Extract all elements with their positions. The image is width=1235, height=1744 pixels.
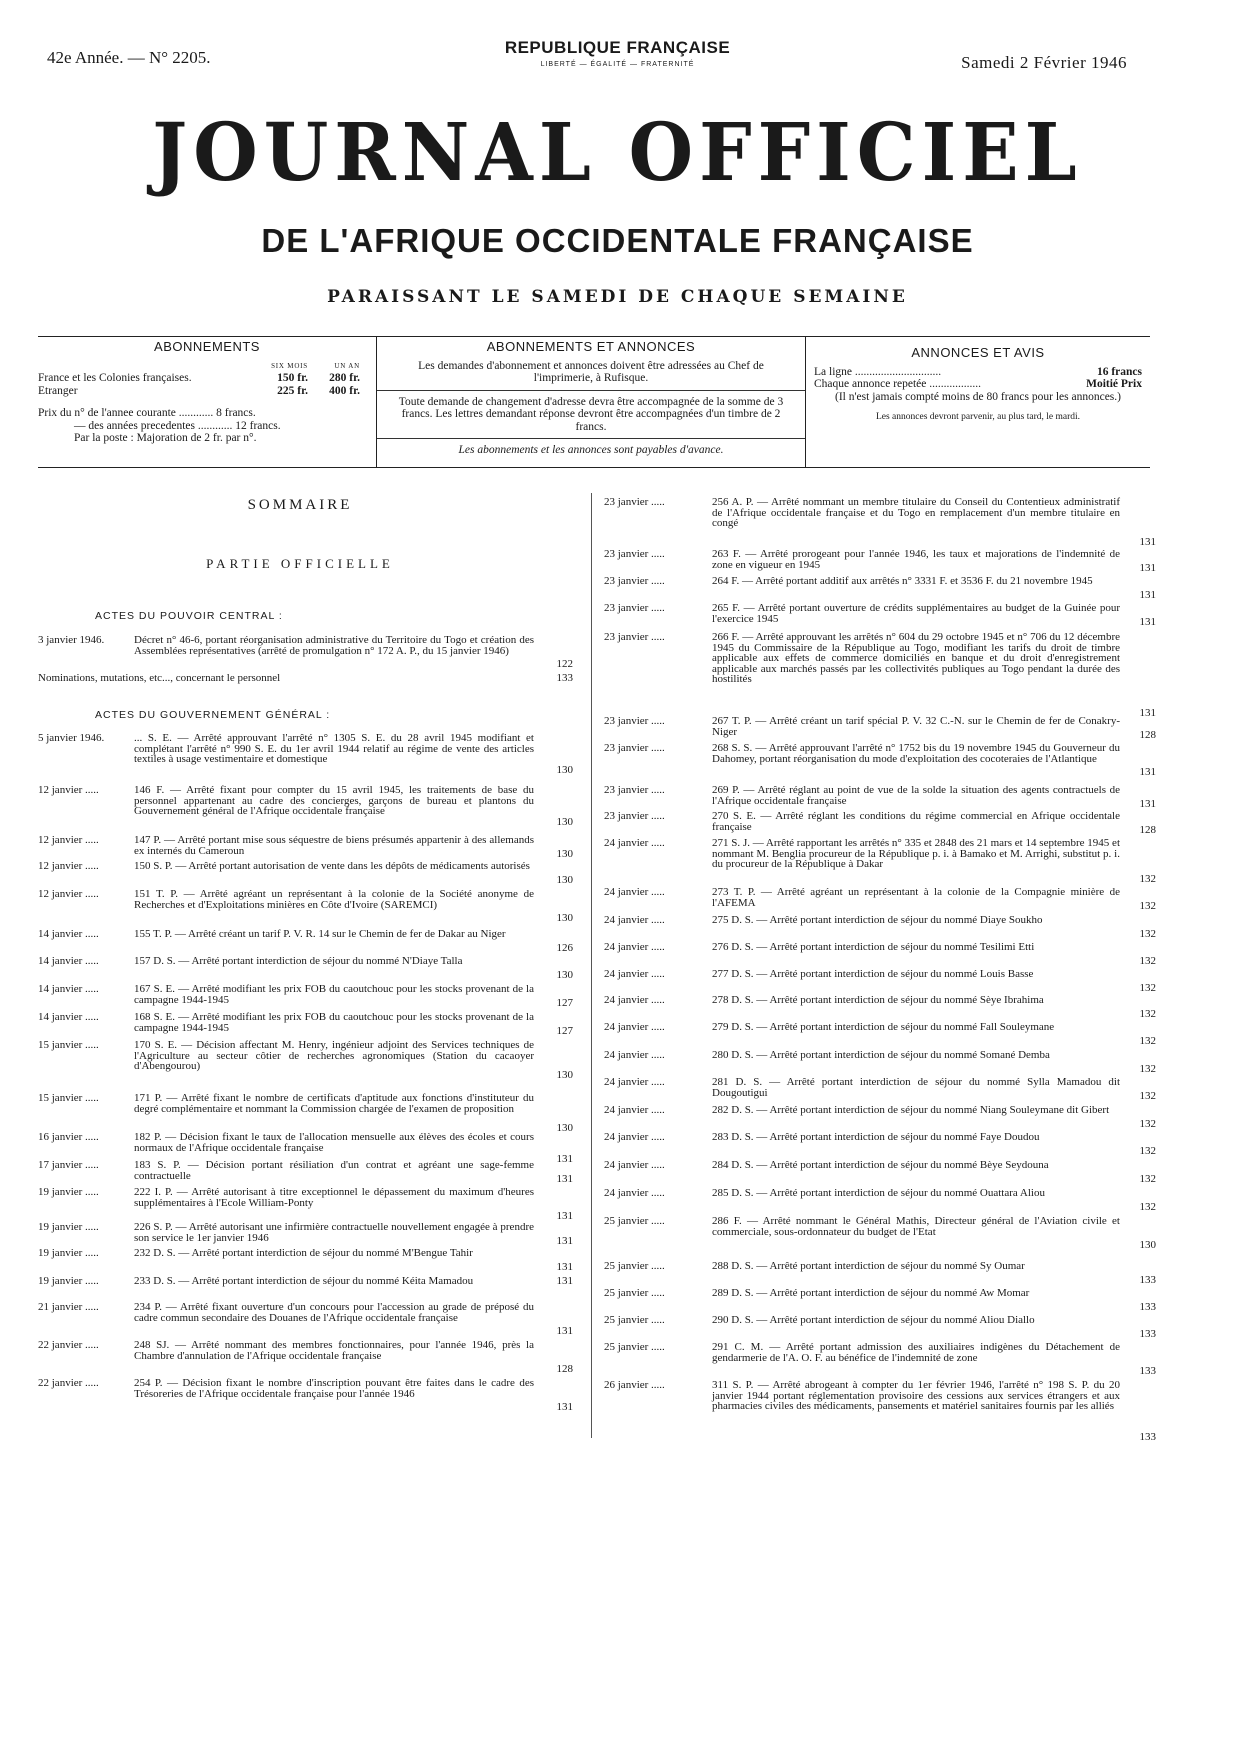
entry-date: 25 janvier .....: [604, 1314, 665, 1326]
entry-page-number: 133: [1139, 1301, 1156, 1313]
entry-page-number: 130: [556, 1069, 573, 1081]
entry-text: 151 T. P. — Arrêté agréant un représentant à la colonie de la Société anonyme de Recherches et d'Exploitations minières en Côte d'Ivoire (SAREMCI): [134, 888, 534, 911]
entry-page-number: 132: [1139, 1118, 1156, 1130]
entry-text: 170 S. E. — Décision affectant M. Henry, ingénieur adjoint des Services techniques de l'Agriculture au secteur côtier de recherches agronomiques (Station du cacaoyer d'Abengourou): [134, 1039, 534, 1073]
entry-page-number: 131: [556, 1235, 573, 1247]
entry-page-number: 131: [556, 1173, 573, 1185]
column-divider: [591, 493, 592, 1438]
entry-text: 280 D. S. — Arrêté portant interdiction de séjour du nommé Somané Demba: [712, 1049, 1050, 1061]
entry-page-number: 131: [1139, 589, 1156, 601]
entry-page-number: 130: [556, 764, 573, 776]
entry-page-number: 128: [556, 1363, 573, 1375]
devise-label: LIBERTÉ — ÉGALITÉ — FRATERNITÉ: [540, 61, 695, 68]
entry-page-number: 132: [1139, 1063, 1156, 1075]
entry-date: 12 janvier .....: [38, 834, 99, 846]
entry-date: 15 janvier .....: [38, 1039, 99, 1051]
entry-text: 254 P. — Décision fixant le nombre d'inscription pouvant être faites dans le cadre des Trésoreries de l'Afrique occidentale française pour l'année 1946: [134, 1377, 534, 1400]
entry-text: 171 P. — Arrêté fixant le nombre de certificats d'aptitude aux fonctions d'instituteur du degré complémentaire et nommant la Commission chargée de l'examen de proposition: [134, 1092, 534, 1115]
entry-date: 24 janvier .....: [604, 837, 665, 849]
entry-text: 146 F. — Arrêté fixant pour compter du 15 avril 1945, les traitements de base du personnel appartenant au cadre des concierges, garçons de bureau et plantons du Gouvernement général de l'Afrique occidentale française: [134, 784, 534, 818]
entry-page-number: 133: [1139, 1365, 1156, 1377]
entry-text: 232 D. S. — Arrêté portant interdiction de séjour du nommé M'Bengue Tahir: [134, 1247, 473, 1259]
entry-page-number: 132: [1139, 873, 1156, 885]
entry-date: 5 janvier 1946.: [38, 732, 105, 744]
entry-date: 25 janvier .....: [604, 1215, 665, 1227]
entry-page-number: 131: [556, 1261, 573, 1273]
entry-page-number: 132: [1139, 900, 1156, 912]
entry-date: 19 janvier .....: [38, 1221, 99, 1233]
entry-text: 277 D. S. — Arrêté portant interdiction de séjour du nommé Louis Basse: [712, 968, 1034, 980]
entry-date: 24 janvier .....: [604, 994, 665, 1006]
entry-date: 25 janvier .....: [604, 1287, 665, 1299]
entry-date: 16 janvier .....: [38, 1131, 99, 1143]
entry-text: 264 F. — Arrêté portant additif aux arrêtés n° 3331 F. et 3536 F. du 21 novembre 1945: [712, 575, 1093, 587]
entry-text: 284 D. S. — Arrêté portant interdiction de séjour du nommé Bèye Seydouna: [712, 1159, 1049, 1171]
minimum-note: (Il n'est jamais compté moins de 80 francs pour les annonces.): [835, 390, 1121, 403]
entry-text: 248 SJ. — Arrêté nommant des membres fonctionnaires, pour l'année 1946, près la Chambre d'annulation de l'Afrique occidentale française: [134, 1339, 534, 1362]
entry-page-number: 131: [556, 1210, 573, 1222]
annonces-avis-heading: ANNONCES ET AVIS: [911, 345, 1045, 360]
ligne-label: La ligne ..............................: [814, 365, 942, 378]
entry-date: 14 janvier .....: [38, 928, 99, 940]
entry-page-number: 130: [556, 912, 573, 924]
entry-date: 25 janvier .....: [604, 1260, 665, 1272]
entry-page-number: 131: [556, 1275, 573, 1287]
entry-date: 24 janvier .....: [604, 1104, 665, 1116]
entry-text: 281 D. S. — Arrêté portant interdiction de séjour du nommé Sylla Mamadou dit Dougoutigui: [712, 1076, 1120, 1099]
entry-text: 234 P. — Arrêté fixant ouverture d'un concours pour l'accession au grade de préposé du cadre commun secondaire des Douanes de l'Afrique occidentale française: [134, 1301, 534, 1324]
entry-page-number: 130: [556, 848, 573, 860]
entry-date: 3 janvier 1946.: [38, 634, 105, 646]
entry-page-number: 132: [1139, 928, 1156, 940]
entry-text: 155 T. P. — Arrêté créant un tarif P. V. R. 14 sur le Chemin de fer de Dakar au Niger: [134, 928, 506, 940]
entry-page-number: 131: [556, 1325, 573, 1337]
entry-date: 14 janvier .....: [38, 955, 99, 967]
prix-courante: Prix du n° de l'annee courante ............ 8 francs.: [38, 407, 256, 419]
delai-note: Les annonces devront parvenir, au plus tard, le mardi.: [875, 412, 1081, 422]
entry-page-number: 132: [1139, 1173, 1156, 1185]
entry-page-number: 131: [1139, 616, 1156, 628]
issue-date: Samedi 2 Février 1946: [961, 53, 1127, 72]
entry-text: 268 S. S. — Arrêté approuvant l'arrêté n° 1752 bis du 19 novembre 1945 du Gouverneur du Dahomey, portant réorganisation du mode d'exploitation des cocoteraies de l'Atlantique: [712, 742, 1120, 765]
entry-text: 267 T. P. — Arrêté créant un tarif spécial P. V. 32 C.-N. sur le Chemin de fer de Conakry-Niger: [712, 715, 1120, 738]
entry-page-number: 133: [1139, 1328, 1156, 1340]
entry-date: 23 janvier .....: [604, 548, 665, 560]
entry-page-number: 132: [1139, 982, 1156, 994]
entry-date: 24 janvier .....: [604, 1021, 665, 1033]
entry-text: 222 I. P. — Arrêté autorisant à titre exceptionnel le dépassement du maximum d'heures supplémentaires à l'Ecole William-Ponty: [134, 1186, 534, 1209]
entry-page-number: 132: [1139, 1035, 1156, 1047]
entry-text: ... S. E. — Arrêté approuvant l'arrêté n° 1305 S. E. du 28 avril 1945 modifiant et complétant l'arrêté n° 990 S. E. du 1er avril 1944 relatif au régime de vente des articles textiles à usage vestimentaire et domestique: [134, 732, 534, 766]
entry-page-number: 130: [556, 1122, 573, 1134]
partie-officielle-heading: PARTIE OFFICIELLE: [206, 556, 394, 571]
republique-label: REPUBLIQUE FRANÇAISE: [504, 38, 731, 57]
entry-page-number: 130: [556, 874, 573, 886]
entry-page-number: 131: [1139, 766, 1156, 778]
entry-page-number: 132: [1139, 1145, 1156, 1157]
entry-text: 311 S. P. — Arrêté abrogeant à compter du 1er février 1946, l'arrêté n° 198 S. P. du 20 janvier 1944 portant réglementation provisoire des cessions aux services étrangers et aux pharmacies civiles des médicaments, pansements et matériel sanitaires fournis par les alliés: [712, 1379, 1120, 1413]
entry-date: 12 janvier .....: [38, 888, 99, 900]
entry-text: 168 S. E. — Arrêté modifiant les prix FOB du caoutchouc pour les stocks provenant de la campagne 1944-1945: [134, 1011, 534, 1034]
entry-page-number: 130: [1139, 1239, 1156, 1251]
entry-page-number: 132: [1139, 955, 1156, 967]
abonnement-six-mois: 150 fr.: [277, 372, 308, 384]
entry-page-number: 131: [1139, 536, 1156, 548]
abonnements-column: [38, 337, 376, 467]
entry-date: 23 janvier .....: [604, 496, 665, 508]
entry-text: 226 S. P. — Arrêté autorisant une infirmière contractuelle nouvellement engagée à prendre son service le 1er janvier 1946: [134, 1221, 534, 1244]
entry-page-number: 132: [1139, 1008, 1156, 1020]
entry-text: Décret n° 46-6, portant réorganisation administrative du Territoire du Togo et création des Assemblées représentatives (arrêté de promulgation n° 172 A. P., du 15 janvier 1946): [134, 634, 534, 657]
entry-date: 23 janvier .....: [604, 784, 665, 796]
entry-text: 265 F. — Arrêté portant ouverture de crédits supplémentaires au budget de la Guinée pour l'exercice 1945: [712, 602, 1120, 625]
entry-page-number: 127: [556, 997, 573, 1009]
prix-precedentes: — des années precedentes ............ 12 francs.: [74, 419, 281, 432]
entry-page-number: 131: [1139, 707, 1156, 719]
entry-page-number: 132: [1139, 1201, 1156, 1213]
abonnements-annonces-column: [376, 337, 806, 467]
entry-date: 24 janvier .....: [604, 886, 665, 898]
entry-page-number: 133: [556, 672, 573, 684]
entry-date: 24 janvier .....: [604, 1187, 665, 1199]
entry-page-number: 131: [556, 1153, 573, 1165]
entry-text: 279 D. S. — Arrêté portant interdiction de séjour du nommé Fall Souleymane: [712, 1021, 1055, 1033]
abonnement-row-france: [38, 372, 376, 385]
paiement-note: Les abonnements et les annonces sont payables d'avance.: [458, 444, 724, 456]
entry-text: 269 P. — Arrêté réglant au point de vue de la solde la situation des agents contractuels de l'Afrique occidentale française: [712, 784, 1120, 807]
entry-text: 288 D. S. — Arrêté portant interdiction de séjour du nommé Sy Oumar: [712, 1260, 1025, 1272]
entry-text: Nominations, mutations, etc..., concernant le personnel: [38, 672, 281, 684]
entry-date: 22 janvier .....: [38, 1377, 99, 1389]
entry-text: 233 D. S. — Arrêté portant interdiction de séjour du nommé Kéita Mamadou: [134, 1275, 474, 1287]
entry-page-number: 133: [1139, 1274, 1156, 1286]
abonnement-un-an: 400 fr.: [329, 384, 360, 397]
entry-page-number: 122: [556, 658, 573, 670]
entry-date: 24 janvier .....: [604, 914, 665, 926]
section-pouvoir-central: ACTES DU POUVOIR CENTRAL :: [95, 610, 283, 622]
abonnement-un-an: 280 fr.: [329, 372, 360, 384]
entry-text: 150 S. P. — Arrêté portant autorisation de vente dans les dépôts de médicaments autorisés: [134, 860, 530, 872]
parution-line: PARAISSANT LE SAMEDI DE CHAQUE SEMAINE: [327, 287, 908, 307]
entry-page-number: 130: [556, 816, 573, 828]
entry-date: 15 janvier .....: [38, 1092, 99, 1104]
entry-page-number: 126: [556, 942, 573, 954]
subscription-box: [38, 336, 1150, 468]
entry-date: 21 janvier .....: [38, 1301, 99, 1313]
abonnement-row-label: France et les Colonies françaises.: [38, 372, 192, 384]
entry-date: 26 janvier .....: [604, 1379, 665, 1391]
section-gouvernement-general: ACTES DU GOUVERNEMENT GÉNÉRAL :: [95, 709, 331, 721]
entry-date: 24 janvier .....: [604, 968, 665, 980]
entry-page-number: 131: [1139, 562, 1156, 574]
majoration-poste: Par la poste : Majoration de 2 fr. par n°.: [74, 432, 257, 444]
annonces-avis-column: [806, 337, 1150, 467]
entry-text: 271 S. J. — Arrêté rapportant les arrêtés n° 335 et 2848 des 21 mars et 14 septembre 1945 et nommant M. Benglia procureur de la République p. i. à Bamako et M. Arrighi, substitut p. i. du procureur de la République à Dakar: [712, 837, 1120, 871]
entry-text: 290 D. S. — Arrêté portant interdiction de séjour du nommé Aliou Diallo: [712, 1314, 1035, 1326]
adresse-note: Les demandes d'abonnement et annonces doivent être adressées au Chef de l'imprimerie, à Rufisque.: [418, 359, 764, 384]
entry-date: 23 janvier .....: [604, 742, 665, 754]
entry-text: 275 D. S. — Arrêté portant interdiction de séjour du nommé Diaye Soukho: [712, 914, 1043, 926]
entry-date: 23 janvier .....: [604, 631, 665, 643]
entry-text: 289 D. S. — Arrêté portant interdiction de séjour du nommé Aw Momar: [712, 1287, 1030, 1299]
col-un-an: UN AN: [334, 361, 360, 370]
entry-date: 24 janvier .....: [604, 1131, 665, 1143]
entry-date: 23 janvier .....: [604, 602, 665, 614]
entry-text: 291 C. M. — Arrêté portant admission des auxiliaires indigènes du Détachement de gendarmerie de l'A. O. F. au bénéfice de l'indemnité de zone: [712, 1341, 1120, 1364]
ligne-prix: 16 francs: [1096, 365, 1142, 378]
entry-date: 24 janvier .....: [604, 1076, 665, 1088]
entry-date: 22 janvier .....: [38, 1339, 99, 1351]
journal-subtitle: DE L'AFRIQUE OCCIDENTALE FRANÇAISE: [261, 222, 974, 259]
entry-page-number: 131: [556, 1401, 573, 1413]
entry-date: 25 janvier .....: [604, 1341, 665, 1353]
entry-text: 278 D. S. — Arrêté portant interdiction de séjour du nommé Sèye Ibrahima: [712, 994, 1044, 1006]
entry-date: 23 janvier .....: [604, 715, 665, 727]
entry-page-number: 132: [1139, 1090, 1156, 1102]
abonnement-row-etranger: [38, 385, 376, 398]
entry-date: 23 janvier .....: [604, 575, 665, 587]
entry-text: 182 P. — Décision fixant le taux de l'allocation mensuelle aux élèves des écoles et cours normaux de l'Afrique occidentale française: [134, 1131, 534, 1154]
journal-title: JOURNAL OFFICIEL: [152, 106, 1083, 200]
entry-text: 157 D. S. — Arrêté portant interdiction de séjour du nommé N'Diaye Talla: [134, 955, 463, 967]
entry-date: 24 janvier .....: [604, 1049, 665, 1061]
entry-date: 14 janvier .....: [38, 983, 99, 995]
entry-text: 273 T. P. — Arrêté agréant un représentant à la colonie de la Compagnie minière de l'AFEMA: [712, 886, 1120, 909]
entry-text: 285 D. S. — Arrêté portant interdiction de séjour du nommé Ouattara Aliou: [712, 1187, 1045, 1199]
entry-text: 270 S. E. — Arrêté réglant les conditions du régime commercial en Afrique occidentale française: [712, 810, 1120, 833]
repetee-prix: Moitié Prix: [1086, 378, 1142, 390]
sommaire-heading: SOMMAIRE: [247, 497, 353, 513]
entry-page-number: 127: [556, 1025, 573, 1037]
repetee-label: Chaque annonce repetée ..................: [814, 378, 982, 390]
abonnements-heading: ABONNEMENTS: [154, 339, 260, 354]
entry-date: 17 janvier .....: [38, 1159, 99, 1171]
abonnement-six-mois: 225 fr.: [277, 384, 308, 397]
entry-date: 24 janvier .....: [604, 1159, 665, 1171]
year-issue-number: 42e Année. — N° 2205.: [47, 48, 211, 67]
entry-page-number: 130: [556, 969, 573, 981]
abonnements-annonces-heading: ABONNEMENTS ET ANNONCES: [486, 339, 696, 354]
entry-page-number: 128: [1139, 824, 1156, 836]
entry-text: 167 S. E. — Arrêté modifiant les prix FOB du caoutchouc pour les stocks provenant de la campagne 1944-1945: [134, 983, 534, 1006]
entry-date: 19 janvier .....: [38, 1275, 99, 1287]
entry-text: 266 F. — Arrêté approuvant les arrêtés n° 604 du 29 octobre 1945 et n° 706 du 12 décembre 1945 du Commissaire de la République au Togo, modifiant les tarifs du droit de timbre applicable aux effets de commerce domiciliés en banque et du droit d'enregistrement applicable aux marchés passés par les collectivités publiques au Togo pendant la durée des hostilités: [712, 631, 1120, 686]
entry-date: 14 janvier .....: [38, 1011, 99, 1023]
entry-page-number: 131: [1139, 798, 1156, 810]
entry-date: 12 janvier .....: [38, 860, 99, 872]
entry-text: 283 D. S. — Arrêté portant interdiction de séjour du nommé Faye Doudou: [712, 1131, 1040, 1143]
entry-text: 263 F. — Arrêté prorogeant pour l'année 1946, les taux et majorations de l'indemnité de zone en vigueur en 1945: [712, 548, 1120, 571]
col-six-mois: SIX MOIS: [271, 361, 308, 370]
entry-date: 23 janvier .....: [604, 810, 665, 822]
entry-text: 276 D. S. — Arrêté portant interdiction de séjour du nommé Tesilimi Etti: [712, 941, 1035, 953]
entry-text: 286 F. — Arrêté nommant le Général Mathis, Directeur général de l'Aviation civile et commerciale, sous-ordonnateur du budget de l'Etat: [712, 1215, 1120, 1238]
entry-text: 256 A. P. — Arrêté nommant un membre titulaire du Conseil du Contentieux administratif de l'Afrique occidentale française et du Togo en remplacement d'un membre titulaire en congé: [712, 496, 1120, 530]
entry-date: 19 janvier .....: [38, 1186, 99, 1198]
entry-date: 24 janvier .....: [604, 941, 665, 953]
abonnement-row-label: Etranger: [38, 384, 78, 397]
abonnements-col-headers: [38, 360, 376, 373]
entry-text: 282 D. S. — Arrêté portant interdiction de séjour du nommé Niang Souleymane dit Gibert: [712, 1104, 1110, 1116]
entry-text: 147 P. — Arrêté portant mise sous séquestre de biens présumés appartenir à des allemands ex internés du Cameroun: [134, 834, 534, 857]
entry-page-number: 133: [1139, 1431, 1156, 1443]
entry-date: 12 janvier .....: [38, 784, 99, 796]
changement-adresse-note: Toute demande de changement d'adresse devra être accompagnée de la somme de 3 francs. Les lettres demandant réponse devront être accompagnées d'un timbre de 2 francs.: [398, 395, 784, 433]
entry-date: 19 janvier .....: [38, 1247, 99, 1259]
entry-page-number: 128: [1139, 729, 1156, 741]
entry-text: 183 S. P. — Décision portant résiliation d'un contrat et agréant une sage-femme contractuelle: [134, 1159, 534, 1182]
